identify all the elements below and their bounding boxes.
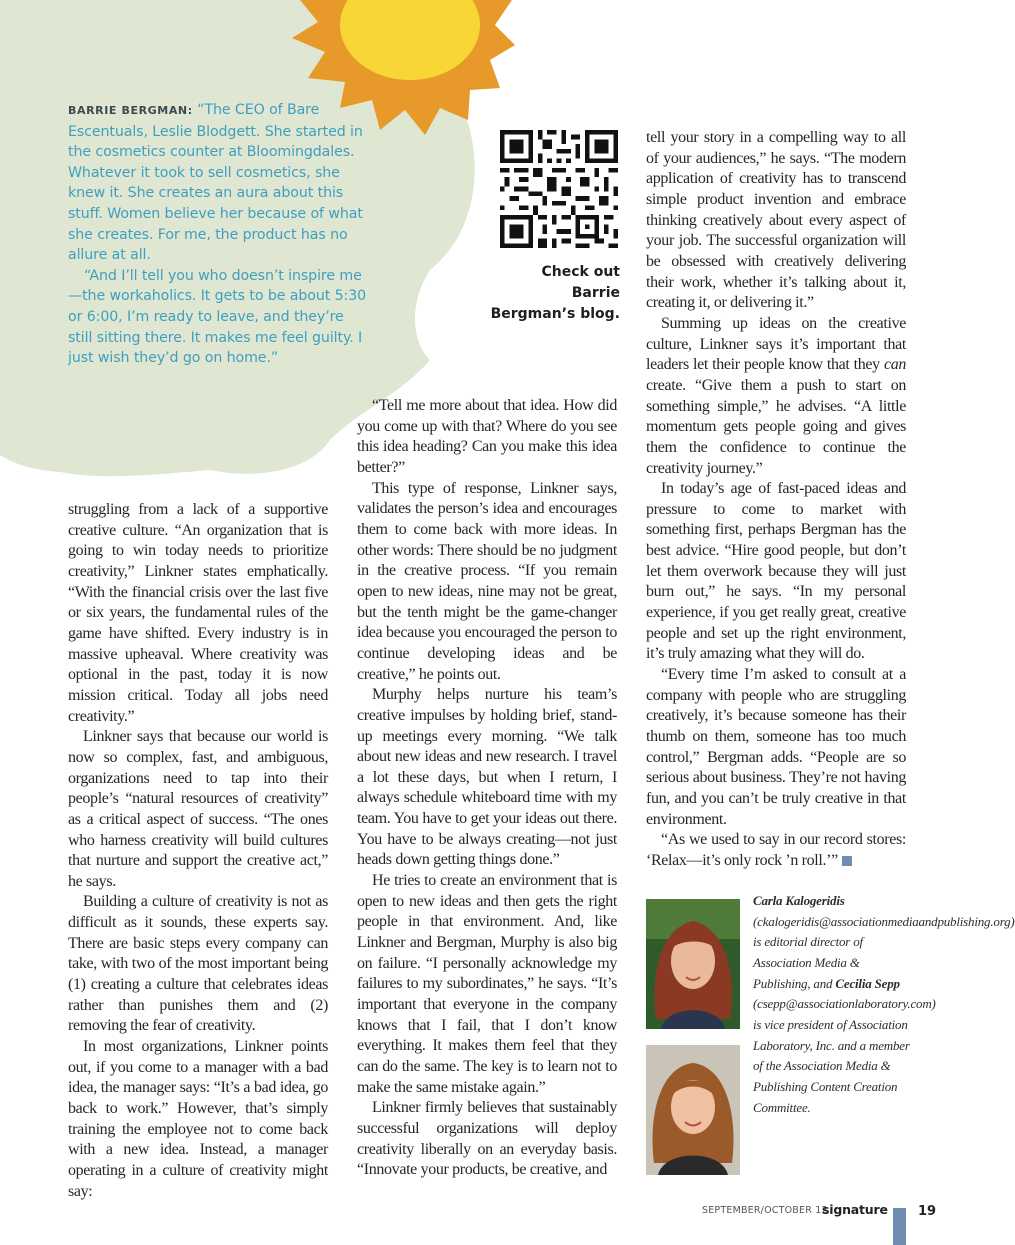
paragraph: This type of response, Linkner says, validates the person’s idea and encourages them to come back with more ideas. In other words: There should be no judgment in the creative process. “If you remain open to new ideas, nine may not be great, but the tenth might be the game-changer idea because you encouraged the person to continue developing ideas and be creative,” he points out. <box>357 479 617 683</box>
qr-caption <box>490 262 620 325</box>
text: create. “Give them a push to start on something simple,” he advises. “A little momentum gets people going and gives them the confidence to continue the creativity journey.” <box>646 376 906 477</box>
article-column-2 <box>357 396 617 1181</box>
paragraph: “Tell me more about that idea. How did you come up with that? Where do you see this idea heading? Can you make this idea better?” <box>357 397 617 476</box>
bio-text-2: (csepp@associationlaboratory.com) is vice president of Association Laboratory, Inc. and a member of the Association Media & Publishing Content Creation Committee. <box>753 996 936 1115</box>
text: “As we used to say in our record stores: ‘Relax—it’s only rock ’n roll.’” <box>646 831 906 869</box>
article-column-3 <box>646 128 906 872</box>
paragraph: In most organizations, Linkner points out, if you come to a manager with a bad idea, the manager says: “It’s a bad idea, go back to work.” However, that’s simply training the employee not to come back with a new idea. Instead, a manager operating in a culture of creativity might say: <box>68 1038 328 1200</box>
footer-magazine-name: signature <box>822 1202 888 1217</box>
paragraph: tell your story in a compelling way to all of your audiences,” he says. “The modern application of creativity has to transcend simple product invention and embrace thinking creatively about every aspect of your job. The successful organization will be obsessed with creatively delivering their work, whether it’s talking about it, creating it, or delivering it.” <box>646 129 906 312</box>
qr-caption-line-1: Check out Barrie <box>541 264 620 301</box>
author-photo-cecilia <box>646 1045 740 1175</box>
emphasis: can <box>883 356 906 374</box>
author-photo-carla <box>646 899 740 1029</box>
pull-quote-paragraph-2: “And I’ll tell you who doesn’t inspire me—the workaholics. It gets to be about 5:30 or 6:00, I’m ready to leave, and they’re still sitting there. It makes me feel guilty. I just wish they’d go on home.” <box>68 267 367 367</box>
author-name-2: Cecilia Sepp <box>835 975 900 991</box>
page-number: 19 <box>918 1204 937 1219</box>
bio-text-1: (ckalogeridis@associationmediaandpublishing.org) is editorial director of Association Media & Publishing, and <box>753 913 1015 991</box>
paragraph: In today’s age of fast-paced ideas and pressure to come to market with something first, perhaps Bergman has the best advice. “Hire good people, but don’t let them overwork because they will just burn out,” he says. “In my personal experience, if you get really great, creative people and set up the right environment, it’s truly amazing what they will do. <box>646 480 906 663</box>
pull-quote-paragraph-1 <box>68 100 368 266</box>
author-bio <box>753 891 1015 1118</box>
qr-caption-line-2: Bergman’s blog. <box>490 306 620 322</box>
paragraph: struggling from a lack of a supportive creative culture. “An organization that is going to win today needs to prioritize creativity,” Linkner states emphatically. “With the financial crisis over the last five or six years, the fundamental rules of the game have shifted. Every industry is in massive upheaval. Where creativity was optional in the past, today it is now mission critical. Today all jobs need creativity.” <box>68 501 328 725</box>
paragraph: “Every time I’m asked to consult at a company with people who are struggling creatively, it’s because someone has their thumb on them, someone has too much control,” Bergman adds. “People are so serious about business. They’re not having fun, and you can’t be truly creative in that environment. <box>646 666 906 828</box>
paragraph <box>646 314 906 479</box>
footer-accent-bar <box>893 1208 906 1245</box>
paragraph: Murphy helps nurture his team’s creative impulses by holding brief, stand-up meetings every morning. “We talk about new ideas and new research. I travel a lot these days, but when I return, I always schedule whiteboard time with my team. You have to get your ideas out there. You have to be always creating—not just heads down getting things done.” <box>357 686 617 869</box>
text: Summing up ideas on the creative culture, Linkner says it’s important that leaders let their people know that they <box>646 314 906 374</box>
pull-quote <box>68 100 368 369</box>
paragraph: Building a culture of creativity is not as difficult as it sounds, these experts say. There are basic steps every company can take, with two of the most important being (1) creating a culture that celebrates ideas rather than punishes them and (2) removing the fear of creativity. <box>68 893 328 1035</box>
speaker-name: BARRIE BERGMAN: <box>68 104 193 117</box>
paragraph: Linkner says that because our world is now so complex, fast, and ambiguous, organizations need to tap into their people’s “natural resources of creativity” as a critical aspect of success. “The ones who harness creativity will build cultures that nurture and support the creative act,” he says. <box>68 728 328 890</box>
paragraph: Linkner firmly believes that sustainably successful organizations will deploy creativity liberally on an everyday basis. “Innovate your products, be creative, and <box>357 1099 617 1179</box>
paragraph: He tries to create an environment that is open to new ideas and then gets the right people in that environment. And, like Linkner and Bergman, Murphy is also big on failure. “I personally acknowledge my failures to my subordinates,” he says. “It’s important that everyone in the company knows that I fail, that I don’t know everything. It makes them feel that they can do the same. The key is to learn not to make the same mistake again.” <box>357 872 617 1096</box>
footer-issue-date: SEPTEMBER/OCTOBER 12 <box>702 1205 828 1216</box>
paragraph <box>646 830 906 871</box>
article-column-1 <box>68 500 328 1202</box>
end-of-article-mark <box>842 856 852 866</box>
author-name-1: Carla Kalogeridis <box>753 893 845 908</box>
qr-code-icon[interactable] <box>500 130 618 248</box>
pull-quote-text-1: “The CEO of Bare Escentuals, Leslie Blodgett. She started in the cosmetics counter at Bloomingdales. Whatever it took to sell cosmetics, she knew it. She creates an aura about this stuff. Women believe her because of what she creates. For me, the product has no allure at all. <box>68 102 363 264</box>
